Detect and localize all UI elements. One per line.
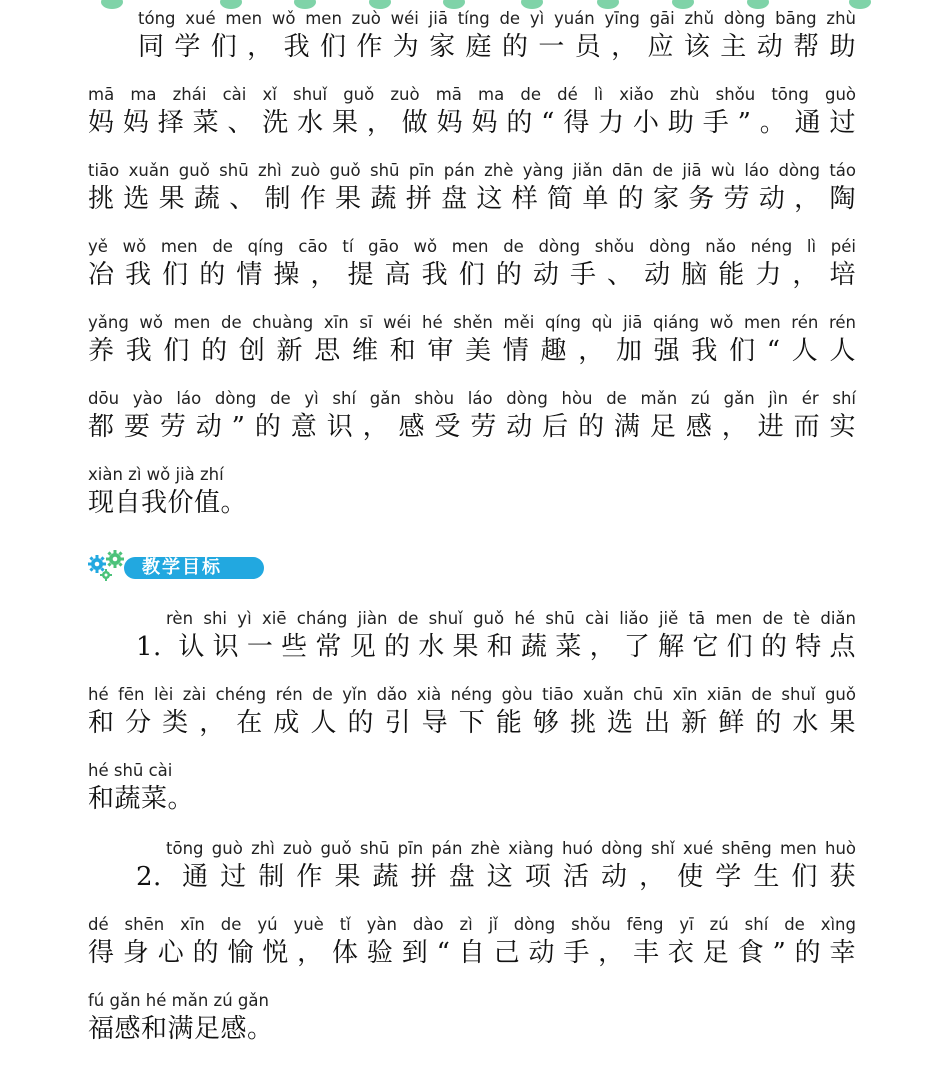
pinyin: tiāo xuǎn guǒ shū zhì zuò guǒ shū pīn pán zhè yàng jiǎn dān de jiā wù láo dòng táo: [88, 161, 856, 180]
pinyin: yě wǒ men de qíng cāo tí gāo wǒ men de dòng shǒu dòng nǎo néng lì péi: [88, 237, 856, 256]
hanzi: 1. 认识一些常见的水果和蔬菜，了解它们的特点: [136, 632, 856, 662]
pinyin: xiàn zì wǒ jià zhí: [88, 465, 224, 484]
intro-paragraph: [88, 8, 856, 540]
objective-2: [88, 838, 856, 1066]
text-line: [88, 838, 856, 914]
text-line: [88, 990, 856, 1066]
hanzi: 都要劳动”的意识，感受劳动后的满足感，进而实: [88, 412, 856, 442]
hanzi: 养我们的创新思维和审美情趣，加强我们“人人: [88, 336, 856, 366]
hanzi: 2. 通过制作果蔬拼盘这项活动，使学生们获: [136, 862, 856, 892]
pinyin: fú gǎn hé mǎn zú gǎn: [88, 991, 269, 1010]
hanzi: 同学们，我们作为家庭的一员，应该主动帮助: [138, 32, 856, 62]
pinyin: hé shū cài: [88, 761, 173, 780]
text-line: [88, 388, 856, 464]
text-line: [88, 160, 856, 236]
hanzi: 妈妈择菜、洗水果，做妈妈的“得力小助手”。通过: [88, 108, 856, 138]
section-header: [86, 548, 268, 582]
hanzi: 得身心的愉悦，体验到“自己动手，丰衣足食”的幸: [88, 938, 856, 968]
pinyin: hé fēn lèi zài chéng rén de yǐn dǎo xià néng gòu tiāo xuǎn chū xīn xiān de shuǐ guǒ: [88, 685, 856, 704]
text-line: [88, 684, 856, 760]
hanzi: 现自我价值。: [88, 488, 248, 518]
pinyin: tōng guò zhì zuò guǒ shū pīn pán zhè xiàng huó dòng shǐ xué shēng men huò: [166, 839, 856, 858]
text-line: [88, 312, 856, 388]
hanzi: 和分类，在成人的引导下能够挑选出新鲜的水果: [88, 708, 856, 738]
text-line: [88, 914, 856, 990]
pinyin: rèn shi yì xiē cháng jiàn de shuǐ guǒ hé shū cài liǎo jiě tā men de tè diǎn: [166, 609, 856, 628]
text-line: [88, 236, 856, 312]
text-line: [88, 84, 856, 160]
hanzi: 挑选果蔬、制作果蔬拼盘这样简单的家务劳动，陶: [88, 184, 856, 214]
hanzi: 福感和满足感。: [88, 1014, 274, 1044]
pinyin: mā ma zhái cài xǐ shuǐ guǒ zuò mā ma de dé lì xiǎo zhù shǒu tōng guò: [88, 85, 856, 104]
text-line: [88, 464, 856, 540]
section-tab: [124, 557, 264, 579]
hanzi: 和蔬菜。: [88, 784, 195, 814]
pinyin: yǎng wǒ men de chuàng xīn sī wéi hé shěn měi qíng qù jiā qiáng wǒ men rén rén: [88, 313, 856, 332]
text-line: [88, 608, 856, 684]
text-line: [88, 760, 856, 836]
pinyin: dōu yào láo dòng de yì shí gǎn shòu láo dòng hòu de mǎn zú gǎn jìn ér shí: [88, 389, 856, 408]
text-line: [88, 8, 856, 84]
pinyin: tóng xué men wǒ men zuò wéi jiā tíng de yì yuán yīng gāi zhǔ dòng bāng zhù: [138, 9, 856, 28]
section-title: 教学目标: [142, 557, 222, 578]
hanzi: 冶我们的情操，提高我们的动手、动脑能力，培: [88, 260, 856, 290]
objective-1: [88, 608, 856, 836]
pinyin: dé shēn xīn de yú yuè tǐ yàn dào zì jǐ dòng shǒu fēng yī zú shí de xìng: [88, 915, 856, 934]
